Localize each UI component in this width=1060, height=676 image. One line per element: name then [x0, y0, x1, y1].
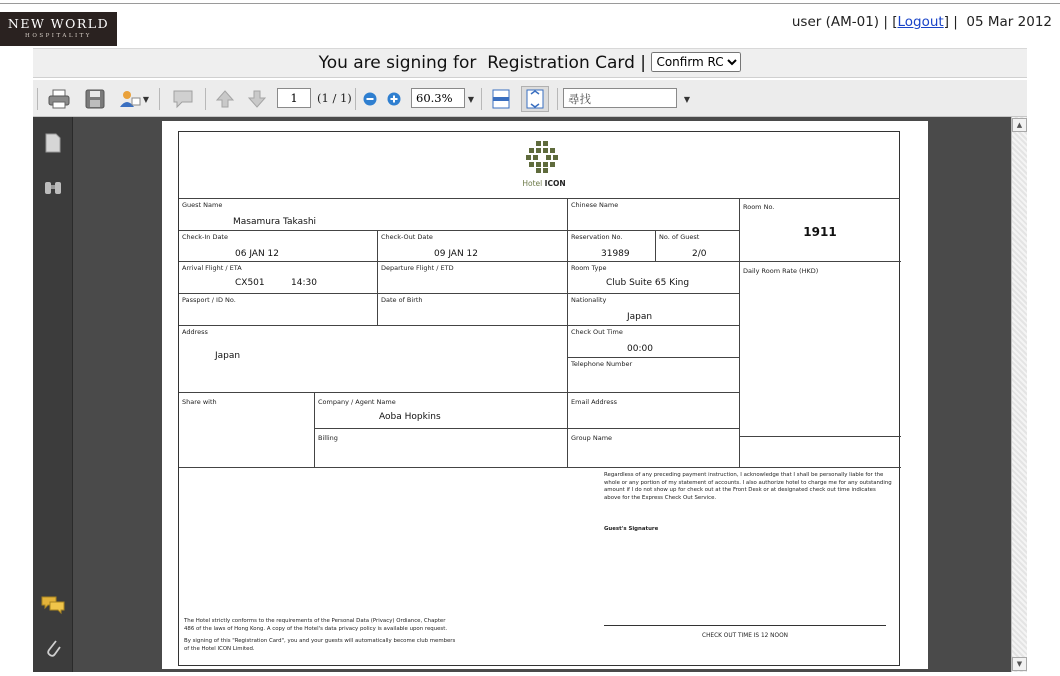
new-world-logo — [0, 12, 117, 46]
check-in-date-value: 06 JAN 12 — [235, 249, 280, 259]
chinese-name-label: Chinese Name — [571, 201, 619, 209]
telephone-cell — [568, 358, 740, 393]
fit-width-button[interactable] — [489, 88, 513, 110]
daily-room-rate-label: Daily Room Rate (HKD) — [743, 267, 819, 275]
no-of-guest-value: 2/0 — [692, 249, 707, 259]
check-out-time-value: 00:00 — [627, 344, 653, 354]
privacy-line-4: of the Hotel ICON Limited. — [184, 646, 255, 652]
chinese-name-cell — [568, 199, 740, 231]
guest-signature-label: Guest's Signature — [604, 526, 659, 532]
floppy-disk-icon — [85, 89, 105, 109]
departure-flight-label: Departure Flight / ETD — [381, 264, 454, 272]
signature-line — [604, 625, 886, 626]
nationality-value: Japan — [627, 312, 653, 322]
toolbar-separator — [557, 88, 558, 110]
pdf-toolbar — [33, 80, 1027, 117]
toolbar-separator — [37, 88, 38, 110]
check-out-date-value: 09 JAN 12 — [434, 249, 479, 259]
user-label: user (AM-01) — [791, 14, 880, 30]
signing-document: Registration Card — [487, 53, 635, 73]
checkout-notice: CHECK OUT TIME IS 12 NOON — [702, 633, 788, 639]
room-type-cell — [568, 262, 740, 294]
viewer-side-panel — [33, 117, 73, 672]
company-agent-value: Aoba Hopkins — [379, 412, 441, 422]
privacy-line-1: The Hotel strictly conforms to the requirements of the Personal Data (Privacy) Ordiance, Chapter — [184, 618, 446, 624]
logo-line2: HOSPITALITY — [25, 33, 92, 39]
room-rate-filler-cell — [740, 437, 901, 468]
search-input[interactable]: 尋找 — [563, 88, 677, 108]
paperclip-icon — [44, 636, 62, 658]
departure-flight-cell — [378, 262, 568, 294]
page-number-input[interactable]: 1 — [277, 88, 311, 108]
share-button[interactable] — [117, 88, 151, 110]
comments-panel-button[interactable] — [41, 593, 65, 617]
date-of-birth-label: Date of Birth — [381, 296, 423, 304]
passport-cell — [179, 294, 378, 326]
privacy-line-2: 486 of the laws of Hong Kong. A copy of the Hotel's data privacy policy is available upon request. — [184, 626, 448, 632]
nationality-label: Nationality — [571, 296, 607, 304]
signing-prefix: You are signing for — [318, 53, 477, 73]
logout-link[interactable]: Logout — [897, 14, 944, 30]
signing-divider: | — [640, 53, 647, 73]
room-type-value: Club Suite 65 King — [606, 278, 690, 288]
room-type-label: Room Type — [571, 264, 607, 272]
email-label: Email Address — [571, 398, 617, 406]
email-cell — [568, 393, 740, 429]
zoom-in-icon — [387, 92, 401, 106]
page-icon — [45, 133, 61, 153]
check-out-time-cell — [568, 326, 740, 358]
zoom-dropdown[interactable] — [465, 88, 477, 110]
attachments-panel-button[interactable] — [41, 635, 65, 659]
share-with-label: Share with — [182, 398, 217, 406]
next-page-button[interactable] — [245, 88, 269, 110]
logo-line1: NEW WORLD — [7, 16, 110, 31]
fit-width-icon — [492, 89, 510, 109]
reservation-no-value: 31989 — [601, 249, 630, 259]
printer-icon — [48, 89, 70, 109]
date-of-birth-cell — [378, 294, 568, 326]
privacy-line-3: By signing of this "Registration Card", you and your guests will automatically become club members — [184, 638, 456, 644]
arrival-flight-label: Arrival Flight / ETA — [182, 264, 242, 272]
pdf-viewer — [33, 117, 1027, 672]
comment-bubbles-icon — [41, 595, 65, 615]
passport-label: Passport / ID No. — [182, 296, 236, 304]
billing-label: Billing — [318, 434, 338, 442]
toolbar-separator — [205, 88, 206, 110]
hotel-name — [509, 179, 579, 188]
check-out-time-label: Check Out Time — [571, 328, 623, 336]
top-divider — [0, 3, 1060, 4]
fit-page-icon — [526, 89, 544, 109]
user-bar — [792, 14, 1052, 30]
check-in-date-cell — [179, 231, 378, 262]
nationality-cell — [568, 294, 740, 326]
arrow-up-icon — [215, 89, 235, 109]
zoom-in-button[interactable] — [385, 88, 403, 110]
company-agent-cell — [315, 393, 568, 429]
vertical-scrollbar[interactable] — [1011, 117, 1027, 672]
user-bar-separator: | [ — [879, 14, 898, 30]
acknowledgement-text: Regardless of any preceding payment instruction, I acknowledge that I shall be personally liable for the whole or any portion of my statement of accounts. I also authorize hotel to charge me for any outstanding amount if I do not show up for check out at the Front Desk or at designated check out time indicates above for the Express Check Out Service. — [604, 472, 892, 501]
form-header — [179, 132, 900, 199]
no-of-guest-cell — [656, 231, 740, 262]
signing-bar — [33, 48, 1027, 78]
telephone-label: Telephone Number — [571, 360, 633, 368]
action-select[interactable] — [651, 52, 741, 72]
toolbar-separator — [481, 88, 482, 110]
group-name-cell — [568, 429, 740, 468]
hotel-name-strong: ICON — [544, 179, 566, 188]
page-count: (1 / 1) — [317, 91, 352, 105]
registration-card-page — [162, 121, 928, 669]
zoom-out-icon — [363, 92, 377, 106]
search-dropdown[interactable] — [681, 88, 693, 110]
save-button[interactable] — [83, 88, 107, 110]
scroll-down-button[interactable]: ▼ — [1012, 657, 1027, 671]
chevron-down-icon: ▼ — [467, 94, 475, 104]
guest-name-value: Masamura Takashi — [233, 217, 317, 227]
check-out-date-cell — [378, 231, 568, 262]
chevron-down-icon: ▼ — [142, 94, 150, 104]
room-no-value: 1911 — [803, 225, 837, 239]
room-no-label: Room No. — [743, 203, 775, 211]
user-bar-separator-2: ] | — [943, 14, 958, 30]
arrival-flight-value: CX501 — [235, 278, 265, 288]
hotel-icon-logo — [525, 140, 559, 174]
toolbar-separator — [159, 88, 160, 110]
comment-bubble-icon — [171, 89, 195, 109]
check-out-date-label: Check-Out Date — [381, 233, 433, 241]
fit-page-button[interactable] — [521, 86, 549, 112]
no-of-guest-label: No. of Guest — [659, 233, 700, 241]
pages-panel-button[interactable] — [41, 131, 65, 155]
current-date: 05 Mar 2012 — [966, 14, 1052, 30]
binoculars-icon — [43, 178, 63, 196]
comment-button[interactable] — [169, 88, 197, 110]
user-share-icon — [119, 89, 141, 109]
daily-room-rate-cell — [740, 262, 901, 437]
print-button[interactable] — [47, 88, 71, 110]
arrival-flight-cell — [179, 262, 378, 294]
address-label: Address — [182, 328, 208, 336]
check-in-date-label: Check-In Date — [182, 233, 228, 241]
share-with-cell — [179, 393, 315, 468]
arrival-eta-value: 14:30 — [291, 278, 317, 288]
zoom-out-button[interactable] — [361, 88, 379, 110]
address-value: Japan — [215, 351, 241, 361]
address-cell — [179, 326, 568, 393]
previous-page-button[interactable] — [213, 88, 237, 110]
billing-cell — [315, 429, 568, 468]
arrow-down-icon — [247, 89, 267, 109]
room-no-cell — [740, 199, 901, 262]
group-name-label: Group Name — [571, 434, 613, 442]
chevron-down-icon: ▼ — [683, 94, 691, 104]
hotel-name-prefix: Hotel — [522, 179, 543, 188]
guest-name-label: Guest Name — [182, 201, 223, 209]
reservation-no-label: Reservation No. — [571, 233, 623, 241]
toolbar-separator — [355, 88, 356, 110]
guest-name-cell — [179, 199, 568, 231]
find-panel-button[interactable] — [41, 175, 65, 199]
registration-form — [178, 131, 900, 666]
zoom-level-input[interactable]: 60.3% — [411, 88, 465, 108]
company-agent-label: Company / Agent Name — [318, 398, 396, 406]
scroll-up-button[interactable]: ▲ — [1012, 118, 1027, 132]
reservation-no-cell — [568, 231, 656, 262]
